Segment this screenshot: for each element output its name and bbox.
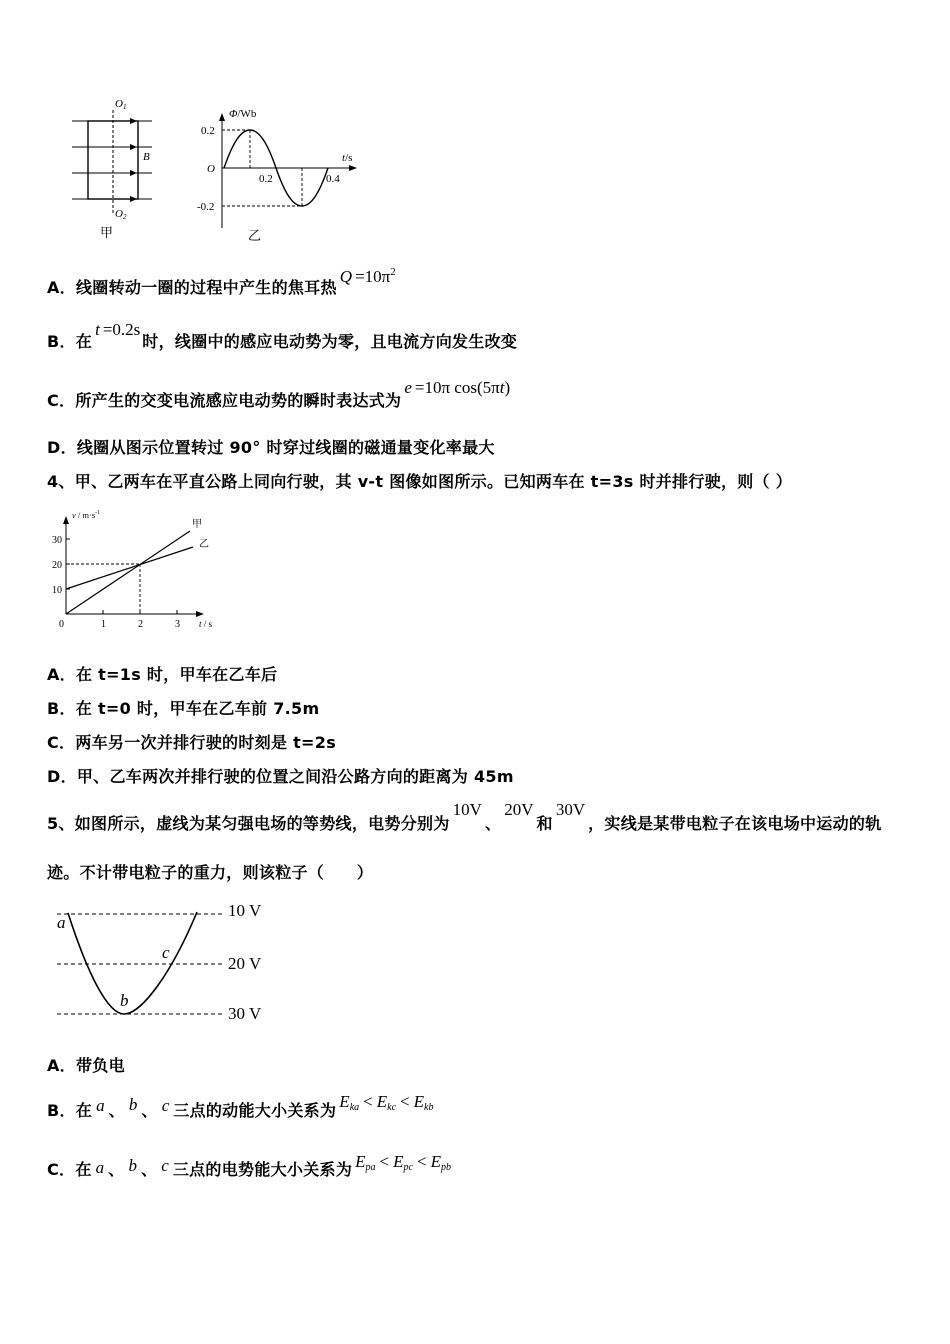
q3-option-c-formula xyxy=(404,378,510,397)
origin-label: 0 xyxy=(59,619,64,630)
axis-top-label xyxy=(115,98,126,111)
q3-option-c xyxy=(47,378,511,411)
q5-potential-2: 20V xyxy=(504,800,534,819)
energy-symbol: E xyxy=(430,1152,441,1171)
q4-option-c-text: C．两车另一次并排行驶的时刻是 t=2s xyxy=(47,733,337,752)
separator: 、 xyxy=(108,1160,125,1179)
q5-option-c-formula xyxy=(355,1152,451,1171)
q4-option-b-text: B．在 t=0 时，甲车在乙车前 7.5m xyxy=(47,699,320,718)
x-axis-unit: /s xyxy=(345,152,353,164)
origin-label: O xyxy=(207,163,215,175)
y-axis-label xyxy=(229,108,257,120)
energy-subscript: pa xyxy=(365,1162,376,1173)
axis-top-letter: O xyxy=(115,98,123,110)
figure-coil-and-flux xyxy=(60,95,370,250)
q5-potential-1: 10V xyxy=(452,800,482,819)
coil-figure-caption: 甲 xyxy=(100,226,114,241)
y-axis-symbol: Φ xyxy=(229,108,238,120)
formula-expression: =10π xyxy=(355,267,391,286)
point-c: c xyxy=(161,1096,170,1115)
less-than: < xyxy=(379,1152,390,1171)
point-a: a xyxy=(96,1096,105,1115)
q3-option-a xyxy=(47,266,396,298)
formula-variable: Q xyxy=(339,267,353,286)
q5-option-a-text: A．带负电 xyxy=(47,1056,125,1075)
formula-variable: t xyxy=(95,320,100,339)
less-than: < xyxy=(416,1152,427,1171)
q5-stem-line-1 xyxy=(47,800,882,834)
x-axis-label xyxy=(199,619,213,629)
point-b: b xyxy=(128,1095,138,1114)
x-axis-symbol: t xyxy=(199,619,202,629)
y-tick-label: 10 xyxy=(52,585,62,596)
y-tick-label: -0.2 xyxy=(197,201,215,213)
energy-subscript: kc xyxy=(387,1102,397,1113)
q3-option-b-formula xyxy=(95,320,140,339)
coil-figure xyxy=(72,98,152,241)
q4-option-c xyxy=(47,733,336,753)
separator: 、 xyxy=(140,1160,158,1179)
y-axis-label xyxy=(72,510,100,520)
energy-symbol: E xyxy=(355,1152,366,1171)
q5-field-figure xyxy=(50,895,280,1030)
axis-bottom-label xyxy=(115,208,127,221)
q4-option-d-text: D．甲、乙车两次并排行驶的位置之间沿公路方向的距离为 45m xyxy=(47,767,514,786)
q3-option-a-formula xyxy=(340,267,396,286)
point-a-label: a xyxy=(57,913,66,932)
formula-variable: e xyxy=(404,378,412,397)
flux-graph xyxy=(197,108,357,244)
y-tick-label: 0.2 xyxy=(201,125,215,137)
formula-expression: =0.2s xyxy=(102,320,141,339)
x-axis-symbol: t xyxy=(342,152,346,164)
axis-bottom-subscript: 2 xyxy=(122,213,127,221)
field-arrow-icon xyxy=(130,144,137,150)
q4-option-b xyxy=(47,699,319,719)
energy-symbol: E xyxy=(339,1092,350,1111)
energy-symbol: E xyxy=(413,1092,424,1111)
energy-subscript: pb xyxy=(440,1162,451,1173)
field-label: B xyxy=(143,151,150,163)
q3-option-b xyxy=(47,320,518,352)
energy-subscript: ka xyxy=(349,1102,360,1113)
q5-option-c-prefix: C．在 xyxy=(47,1160,92,1179)
q5-option-b xyxy=(47,1092,434,1127)
less-than: < xyxy=(363,1092,373,1111)
formula-expression: =10π cos(5π xyxy=(414,378,500,397)
x-tick-label: 0.4 xyxy=(326,173,340,185)
point-a: a xyxy=(95,1158,105,1177)
energy-subscript: pc xyxy=(403,1162,413,1173)
q3-option-c-text: C．所产生的交变电流感应电动势的瞬时表达式为 xyxy=(47,391,402,410)
q5-option-b-text: 三点的动能大小关系为 xyxy=(173,1101,337,1120)
separator: 、 xyxy=(108,1101,125,1120)
less-than: < xyxy=(400,1092,410,1111)
q3-option-d xyxy=(47,438,495,458)
point-c: c xyxy=(161,1156,169,1175)
y-axis-unit: /Wb xyxy=(237,108,257,120)
q5-separator-1: 、 xyxy=(484,814,502,833)
y-axis-arrow-icon xyxy=(219,113,225,121)
x-axis-label xyxy=(342,152,352,164)
q5-option-b-prefix: B．在 xyxy=(47,1101,93,1120)
q5-stem-start: 5、如图所示，虚线为某匀强电场的等势线，电势分别为 xyxy=(47,814,450,833)
particle-trajectory xyxy=(68,912,197,1014)
q5-option-c xyxy=(47,1152,451,1186)
formula-time-variable: t xyxy=(499,378,505,397)
y-axis-symbol: v xyxy=(72,510,76,520)
x-axis-arrow-icon xyxy=(196,611,204,617)
y-axis-exponent: -1 xyxy=(95,510,101,516)
q4-vt-graph xyxy=(40,505,225,635)
q5-stem-line-2-text: 迹。不计带电粒子的重力，则该粒子（ ） xyxy=(47,863,374,882)
energy-symbol: E xyxy=(393,1152,404,1171)
q5-potential-3: 30V xyxy=(555,800,586,819)
q5-option-b-formula xyxy=(339,1092,433,1111)
q5-separator-2: 和 xyxy=(536,814,553,833)
y-tick-label: 30 xyxy=(52,535,62,546)
q4-stem xyxy=(47,472,792,492)
line-jia-label: 甲 xyxy=(192,519,202,530)
y-axis-arrow-icon xyxy=(63,516,69,524)
x-axis-arrow-icon xyxy=(349,165,357,171)
x-tick-label: 2 xyxy=(138,619,143,630)
q4-stem-text: 4、甲、乙两车在平直公路上同向行驶，其 v-t 图像如图所示。已知两车在 t=3s 时并排行驶，则（ ） xyxy=(47,472,793,491)
q4-option-a-text: A．在 t=1s 时，甲车在乙车后 xyxy=(47,665,278,684)
x-axis-unit: / s xyxy=(201,619,213,629)
q3-option-d-text: D．线圈从图示位置转过 90° 时穿过线圈的磁通量变化率最大 xyxy=(47,438,495,457)
line-yi-label: 乙 xyxy=(199,539,209,550)
equipotential-label: 30 V xyxy=(228,1004,262,1023)
q4-option-d xyxy=(47,767,514,787)
flux-graph-caption: 乙 xyxy=(248,229,262,244)
point-b-label: b xyxy=(120,991,129,1010)
q5-stem-line-2 xyxy=(47,863,373,883)
q5-stem-end: ，实线是某带电粒子在该电场中运动的轨 xyxy=(588,814,882,833)
formula-close-paren: ) xyxy=(504,378,511,397)
q3-option-a-text: A．线圈转动一圈的过程中产生的焦耳热 xyxy=(47,278,337,297)
q5-option-a xyxy=(47,1056,125,1076)
point-b: b xyxy=(128,1156,137,1175)
axis-bottom-letter: O xyxy=(115,208,123,220)
y-tick-label: 20 xyxy=(52,560,62,571)
x-tick-label: 3 xyxy=(175,619,180,630)
q5-option-c-text: 三点的电势能大小关系为 xyxy=(172,1160,353,1179)
energy-subscript: kb xyxy=(424,1102,434,1113)
equipotential-label: 20 V xyxy=(228,954,262,973)
q3-option-b-prefix: B．在 xyxy=(47,332,93,351)
field-arrow-icon xyxy=(130,170,137,176)
q3-option-b-suffix: 时，线圈中的感应电动势为零，且电流方向发生改变 xyxy=(142,332,518,351)
line-yi xyxy=(66,547,193,589)
energy-symbol: E xyxy=(376,1092,388,1111)
formula-exponent: 2 xyxy=(390,266,396,278)
q4-option-a xyxy=(47,665,277,685)
point-c-label: c xyxy=(162,943,170,962)
axis-top-subscript: 1 xyxy=(122,103,127,111)
equipotential-label: 10 V xyxy=(228,901,262,920)
x-tick-label: 0.2 xyxy=(259,173,273,185)
x-tick-label: 1 xyxy=(101,619,106,630)
line-jia xyxy=(66,531,190,614)
y-axis-unit: / m·s xyxy=(75,510,96,520)
separator: 、 xyxy=(141,1101,158,1120)
